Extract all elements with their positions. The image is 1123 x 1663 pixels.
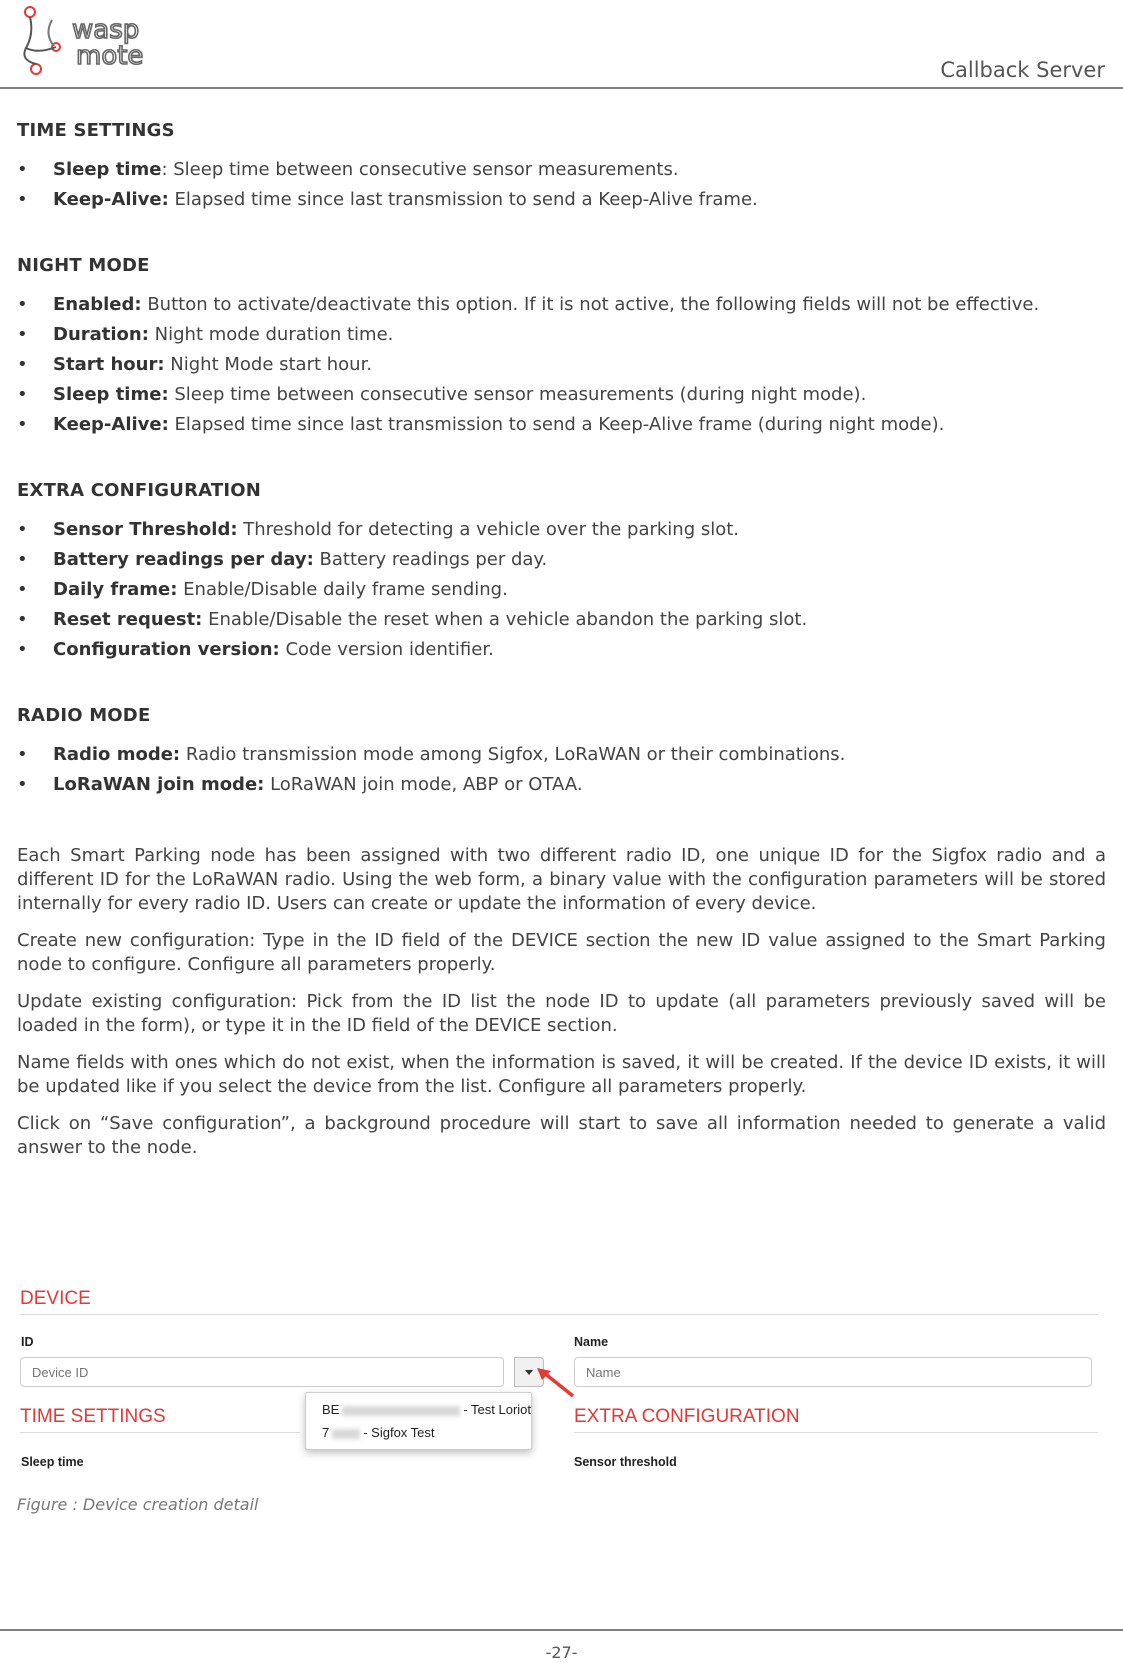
section-title-radio-mode: RADIO MODE xyxy=(17,705,151,726)
item-text: Battery readings per day. xyxy=(313,549,548,570)
item-text: Enable/Disable daily frame sending. xyxy=(177,579,508,600)
option-label: - Sigfox Test xyxy=(363,1425,435,1440)
item-term: Sensor Threshold: xyxy=(53,519,238,540)
item-text: Night mode duration time. xyxy=(148,324,394,345)
item-text: Elapsed time since last transmission to send a Keep-Alive frame. xyxy=(168,189,758,210)
footer-rule xyxy=(0,1629,1123,1631)
bullet-icon: • xyxy=(17,384,28,405)
bullet-icon: • xyxy=(17,639,28,660)
arrow-pointer-icon xyxy=(535,1366,577,1400)
item-text: Radio transmission mode among Sigfox, LoRaWAN or their combinations. xyxy=(180,744,846,765)
extra-configuration-rule xyxy=(574,1432,1098,1433)
dropdown-option-loriot[interactable] xyxy=(322,1402,531,1417)
item-term: Keep-Alive: xyxy=(53,414,169,435)
bullet-icon: • xyxy=(17,324,28,345)
list-item xyxy=(17,605,1106,635)
bullet-icon: • xyxy=(17,414,28,435)
paragraph: Name fields with ones which do not exist, when the information is saved, it will be created. If the device ID exists, it will be updated like if you select the device from the list. Configure all parameters properly. xyxy=(17,1052,1106,1097)
bullet-icon: • xyxy=(17,744,28,765)
item-text: : Sleep time between consecutive sensor measurements. xyxy=(161,159,679,180)
list-item xyxy=(17,290,1106,320)
item-term: Battery readings per day: xyxy=(53,549,314,570)
redacted-id xyxy=(332,1429,360,1439)
item-text: Threshold for detecting a vehicle over the parking slot. xyxy=(237,519,740,540)
time-settings-list xyxy=(17,155,1106,215)
paragraph: Click on “Save configuration”, a background procedure will start to save all information needed to generate a valid answer to the node. xyxy=(17,1113,1106,1158)
list-item xyxy=(17,410,1106,440)
name-label: Name xyxy=(574,1335,609,1349)
paragraph: Each Smart Parking node has been assigned with two different radio ID, one unique ID for the Sigfox radio and a different ID for the LoRaWAN radio. Using the web form, a binary value with the configuration parameters will be stored internally for every radio ID. Users can create or update the information of every device. xyxy=(17,845,1106,914)
name-input[interactable] xyxy=(574,1357,1092,1387)
list-item xyxy=(17,545,1106,575)
list-item xyxy=(17,320,1106,350)
paragraph: Update existing configuration: Pick from the ID list the node ID to update (all parameters previously saved will be loaded in the form), or type it in the ID field of the DEVICE section. xyxy=(17,991,1106,1036)
bullet-icon: • xyxy=(17,354,28,375)
option-prefix: 7 xyxy=(322,1425,330,1440)
item-text: LoRaWAN join mode, ABP or OTAA. xyxy=(264,774,583,795)
main-content xyxy=(17,120,1106,1173)
list-item xyxy=(17,515,1106,545)
item-text: Sleep time between consecutive sensor measurements (during night mode). xyxy=(168,384,867,405)
device-id-dropdown-menu xyxy=(305,1392,532,1450)
item-text: Night Mode start hour. xyxy=(164,354,373,375)
page-number: -27- xyxy=(545,1643,578,1662)
bullet-icon: • xyxy=(17,774,28,795)
header-title: Callback Server xyxy=(940,58,1105,82)
bullet-icon: • xyxy=(17,189,28,210)
bullet-icon: • xyxy=(17,579,28,600)
list-item xyxy=(17,185,1106,215)
item-term: Enabled: xyxy=(53,294,142,315)
section-title-night-mode: NIGHT MODE xyxy=(17,255,150,276)
device-creation-figure xyxy=(17,1284,1107,1479)
item-text: Button to activate/deactivate this option. If it is not active, the following fields will not be effective. xyxy=(141,294,1040,315)
item-term: Radio mode: xyxy=(53,744,181,765)
paragraph: Create new configuration: Type in the ID field of the DEVICE section the new ID value assigned to the Smart Parking node to configure. Configure all parameters properly. xyxy=(17,930,1106,975)
section-title-time-settings: TIME SETTINGS xyxy=(17,120,175,141)
id-label: ID xyxy=(21,1335,34,1349)
bullet-icon: • xyxy=(17,609,28,630)
list-item xyxy=(17,350,1106,380)
sleep-time-label: Sleep time xyxy=(21,1455,84,1469)
list-item xyxy=(17,380,1106,410)
option-prefix: BE xyxy=(322,1402,340,1417)
page-header xyxy=(0,0,1123,90)
bullet-icon: • xyxy=(17,159,28,180)
extra-configuration-heading: EXTRA CONFIGURATION xyxy=(574,1406,800,1427)
header-rule xyxy=(0,87,1123,89)
device-heading-rule xyxy=(20,1314,1098,1315)
svg-text:mote: mote xyxy=(76,41,144,71)
item-text: Code version identifier. xyxy=(279,639,494,660)
list-item xyxy=(17,155,1106,185)
list-item xyxy=(17,635,1106,665)
item-term: Sleep time xyxy=(53,159,162,180)
item-term: Reset request: xyxy=(53,609,203,630)
device-id-input[interactable] xyxy=(20,1357,504,1387)
list-item xyxy=(17,770,1106,800)
list-item xyxy=(17,740,1106,770)
dropdown-option-sigfox[interactable] xyxy=(322,1425,435,1440)
figure-caption: Figure : Device creation detail xyxy=(17,1495,259,1514)
bullet-icon: • xyxy=(17,294,28,315)
bullet-icon: • xyxy=(17,549,28,570)
extra-configuration-list xyxy=(17,515,1106,665)
waspmote-logo xyxy=(14,4,194,82)
item-term: Duration: xyxy=(53,324,149,345)
item-term: Sleep time: xyxy=(53,384,169,405)
svg-text:wasp: wasp xyxy=(72,15,140,45)
device-heading: DEVICE xyxy=(20,1288,91,1309)
bullet-icon: • xyxy=(17,519,28,540)
item-term: Start hour: xyxy=(53,354,165,375)
item-text: Elapsed time since last transmission to send a Keep-Alive frame (during night mode). xyxy=(168,414,945,435)
redacted-id xyxy=(342,1406,460,1416)
option-label: - Test Loriot xyxy=(463,1402,532,1417)
item-term: Keep-Alive: xyxy=(53,189,169,210)
time-settings-heading: TIME SETTINGS xyxy=(20,1406,166,1427)
radio-mode-list xyxy=(17,740,1106,800)
time-settings-rule xyxy=(20,1432,300,1433)
list-item xyxy=(17,575,1106,605)
item-term: LoRaWAN join mode: xyxy=(53,774,265,795)
item-term: Configuration version: xyxy=(53,639,280,660)
item-text: Enable/Disable the reset when a vehicle abandon the parking slot. xyxy=(202,609,808,630)
sensor-threshold-label: Sensor threshold xyxy=(574,1455,677,1469)
night-mode-list xyxy=(17,290,1106,440)
section-title-extra-configuration: EXTRA CONFIGURATION xyxy=(17,480,262,501)
item-term: Daily frame: xyxy=(53,579,178,600)
